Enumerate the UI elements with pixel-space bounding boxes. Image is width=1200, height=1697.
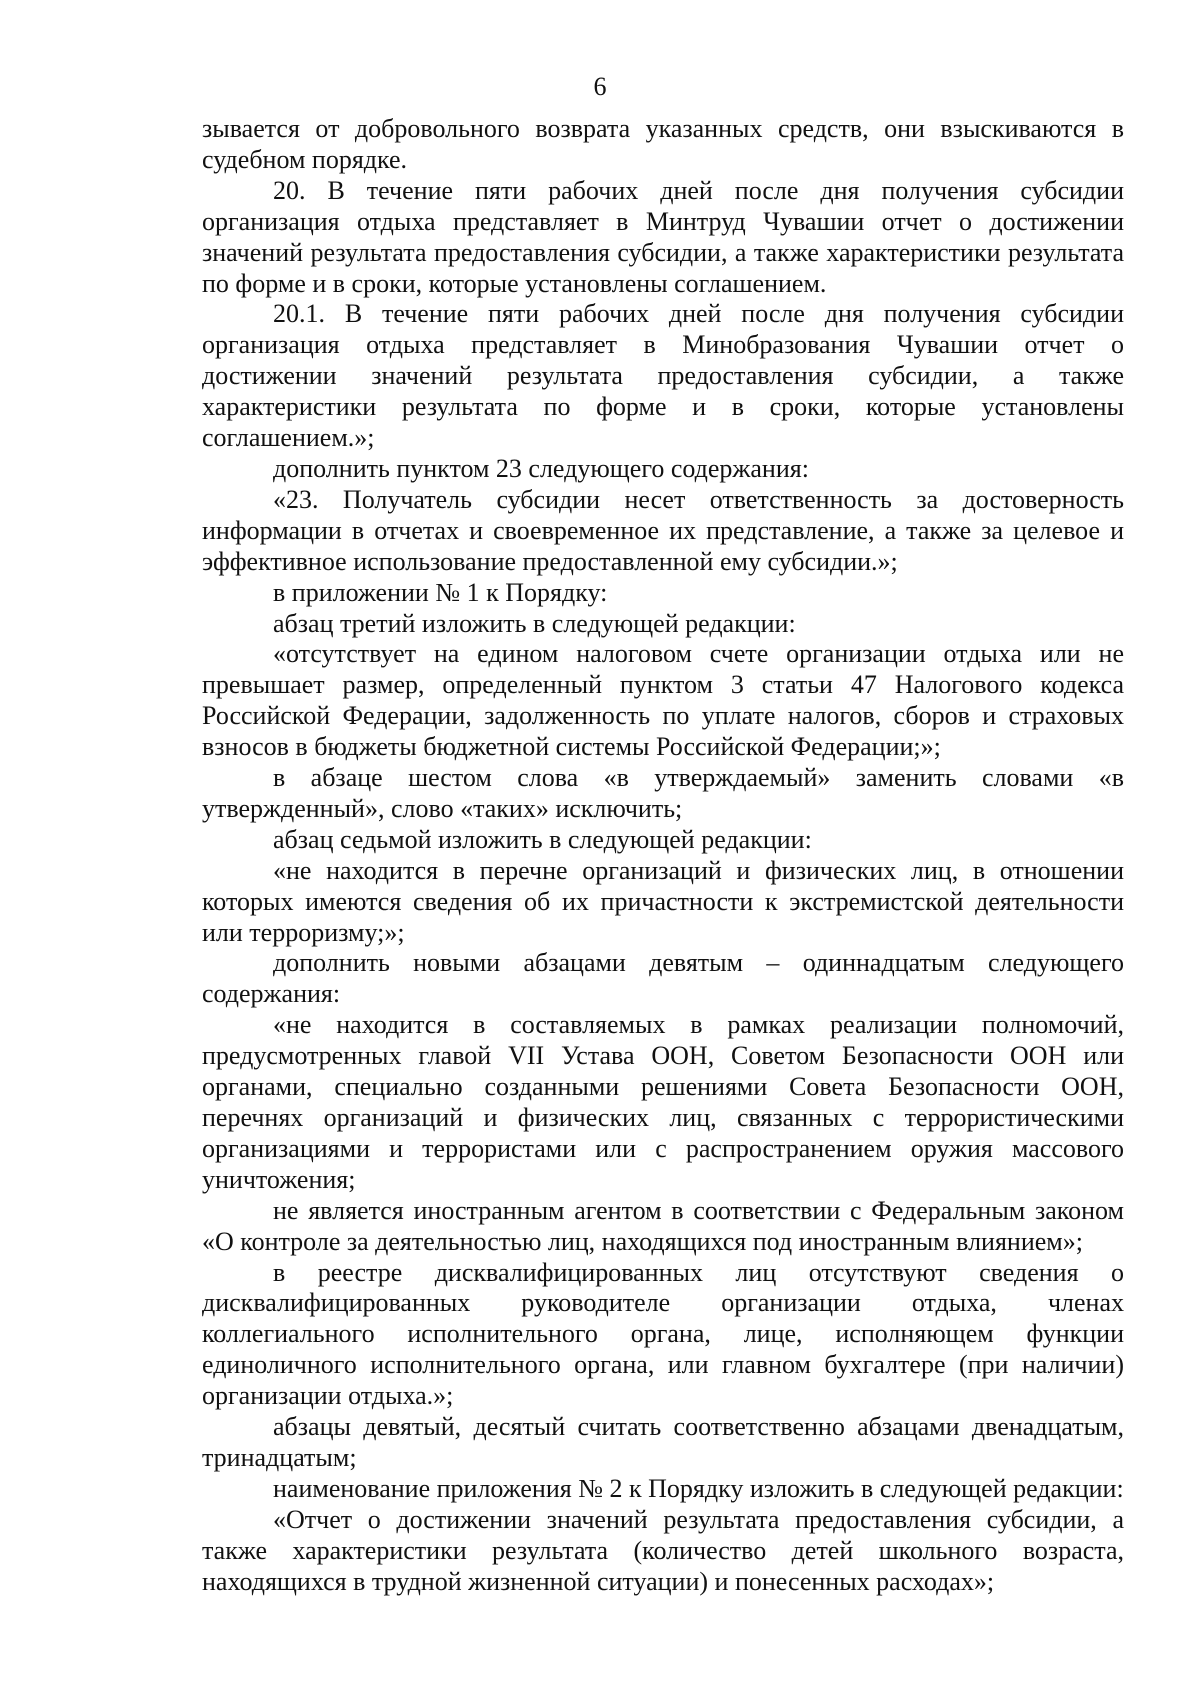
paragraph-appendix-1: в приложении № 1 к Порядку: xyxy=(273,577,608,607)
paragraph-foreign-agent: не является иностранным агентом в соответствии с Федеральным законом «О контроле за деятельностью лиц, находящихся под иностранным влиянием»; xyxy=(202,1195,1124,1256)
paragraph-appendix-2-title: наименование приложения № 2 к Порядку изложить в следующей редакции: xyxy=(273,1473,1124,1503)
paragraph-third-abzac: абзац третий изложить в следующей редакции: xyxy=(273,608,796,638)
paragraph-add-item-23: дополнить пунктом 23 следующего содержания: xyxy=(273,453,809,483)
paragraph-extremism: «не находится в перечне организаций и физических лиц, в отношении которых имеются сведения об их причастности к экстремистской деятельности или терроризму;»; xyxy=(202,855,1124,947)
paragraph-disqualified-registry: в реестре дисквалифицированных лиц отсутствуют сведения о дисквалифицированных руководителе организации отдыха, членах коллегиального исполнительного органа, лице, исполняющем функции единоличного исполнительного органа, или главном бухгалтере (при наличии) организации отдыха.»; xyxy=(202,1257,1124,1411)
paragraph-item-23: «23. Получатель субсидии несет ответственность за достоверность информации в отчетах и своевременное их представление, а также за целевое и эффективное использование предоставленной ему субсидии.»; xyxy=(202,484,1124,576)
paragraph-continuation: зывается от добровольного возврата указанных средств, они взыскиваются в судебном порядке. xyxy=(202,114,1124,174)
paragraph-item-20-1: 20.1. В течение пяти рабочих дней после дня получения субсидии организация отдыха представляет в Минобразования Чувашии отчет о достижении значений результата предоставления субсидии, а также характеристики результата по форме и в сроки, которые установлены соглашением.»; xyxy=(202,299,1124,453)
paragraph-item-20: 20. В течение пяти рабочих дней после дня получения субсидии организация отдыха представляет в Минтруд Чувашии отчет о достижении значений результата предоставления субсидии, а также характеристики результата по форме и в сроки, которые установлены соглашением. xyxy=(202,175,1124,298)
paragraph-un-lists: «не находится в составляемых в рамках реализации полномочий, предусмотренных главой VII Устава ООН, Советом Безопасности ООН или органами, специально созданными решениями Совета Безопасности ООН, перечнях организаций и физических лиц, связанных с террористическими организациями и террористами или с распространением оружия массового уничтожения; xyxy=(202,1010,1124,1194)
page-number: 6 xyxy=(593,72,607,101)
paragraph-renumber: абзацы девятый, десятый считать соответственно абзацами двенадцатым, тринадцатым; xyxy=(202,1412,1124,1472)
paragraph-add-new-abzacs: дополнить новыми абзацами девятым – одиннадцатым следующего содержания: xyxy=(202,948,1124,1009)
paragraph-sixth-abzac: в абзаце шестом слова «в утверждаемый» заменить словами «в утвержденный», слово «таких» исключить; xyxy=(202,763,1124,823)
paragraph-seventh-abzac: абзац седьмой изложить в следующей редакции: xyxy=(273,824,812,854)
paragraph-report-title: «Отчет о достижении значений результата предоставления субсидии, а также характеристики результата (количество детей школьного возраста, находящихся в трудной жизненной ситуации) и понесенных расходах»; xyxy=(202,1504,1124,1596)
paragraph-tax-debt: «отсутствует на едином налоговом счете организации отдыха или не превышает размер, определенный пунктом 3 статьи 47 Налогового кодекса Российской Федерации, задолженность по уплате налогов, сборов и страховых взносов в бюджеты бюджетной системы Российской Федерации;»; xyxy=(202,639,1124,762)
document-body xyxy=(202,114,1124,1598)
